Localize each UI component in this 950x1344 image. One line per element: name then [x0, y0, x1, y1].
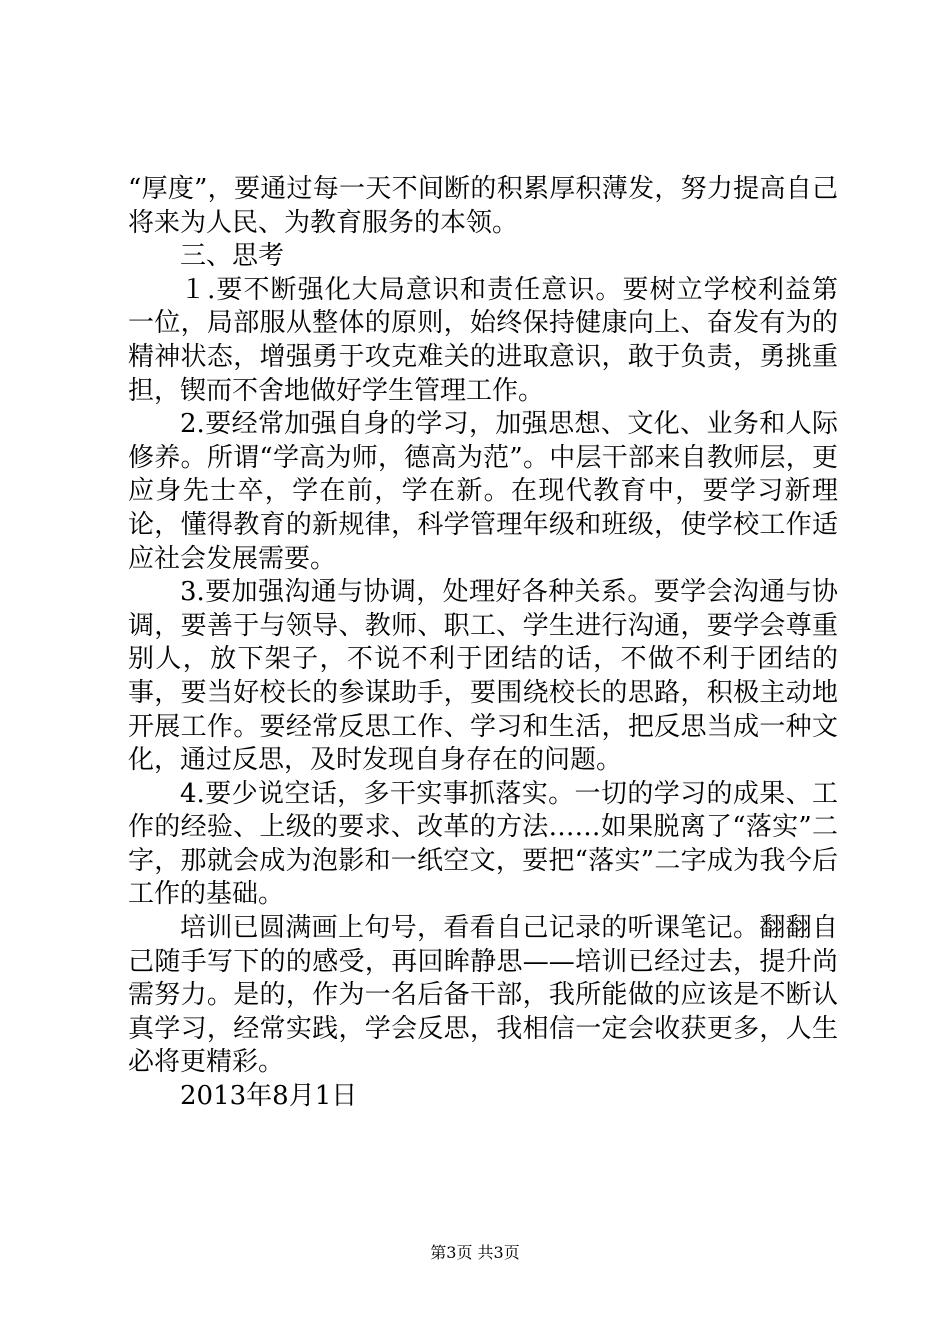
- section-heading-thinking: 三、思考: [180, 241, 285, 272]
- paragraph-point-1: １.要不断强化大局意识和责任意识。要树立学校利益第一位，局部服从整体的原则，始终保持健康向上、奋发有为的精神状态，增强勇于攻克难关的进取意识，敢于负责，勇挑重担，锲而不舍地做好学生管理工作。: [128, 274, 838, 406]
- page-footer: [0, 1243, 950, 1263]
- paragraph-point-3: 3.要加强沟通与协调，处理好各种关系。要学会沟通与协调，要善于与领导、教师、职工、学生进行沟通，要学会尊重别人，放下架子，不说不利于团结的话，不做不利于团结的事，要当好校长的参谋助手，要围绕校长的思路，积极主动地开展工作。要经常反思工作、学习和生活，把反思当成一种文化，通过反思，及时发现自身存在的问题。: [128, 577, 838, 776]
- page-number-label: 第3页 共3页: [430, 1243, 520, 1262]
- document-date: 2013年8月1日: [180, 1081, 358, 1112]
- document-body: [128, 173, 838, 1114]
- paragraph-point-4: 4.要少说空话，多干实事抓落实。一切的学习的成果、工作的经验、上级的要求、改革的方法……如果脱离了“落实”二字，那就会成为泡影和一纸空文，要把“落实”二字成为我今后工作的基础。: [128, 778, 838, 910]
- paragraph-point-2: 2.要经常加强自身的学习，加强思想、文化、业务和人际修养。所谓“学高为师，德高为范”。中层干部来自教师层，更应身先士卒，学在前，学在新。在现代教育中，要学习新理论，懂得教育的新规律，科学管理年级和班级，使学校工作适应社会发展需要。: [128, 409, 838, 574]
- paragraph-conclusion: 培训已圆满画上句号，看看自己记录的听课笔记。翻翻自己随手写下的的感受，再回眸静思——培训已经过去，提升尚需努力。是的，作为一名后备干部，我所能做的应该是不断认真学习，经常实践，学会反思，我相信一定会收获更多，人生必将更精彩。: [128, 913, 838, 1078]
- paragraph-continuation: “厚度”，要通过每一天不间断的积累厚积薄发，努力提高自己将来为人民、为教育服务的本领。: [128, 174, 838, 238]
